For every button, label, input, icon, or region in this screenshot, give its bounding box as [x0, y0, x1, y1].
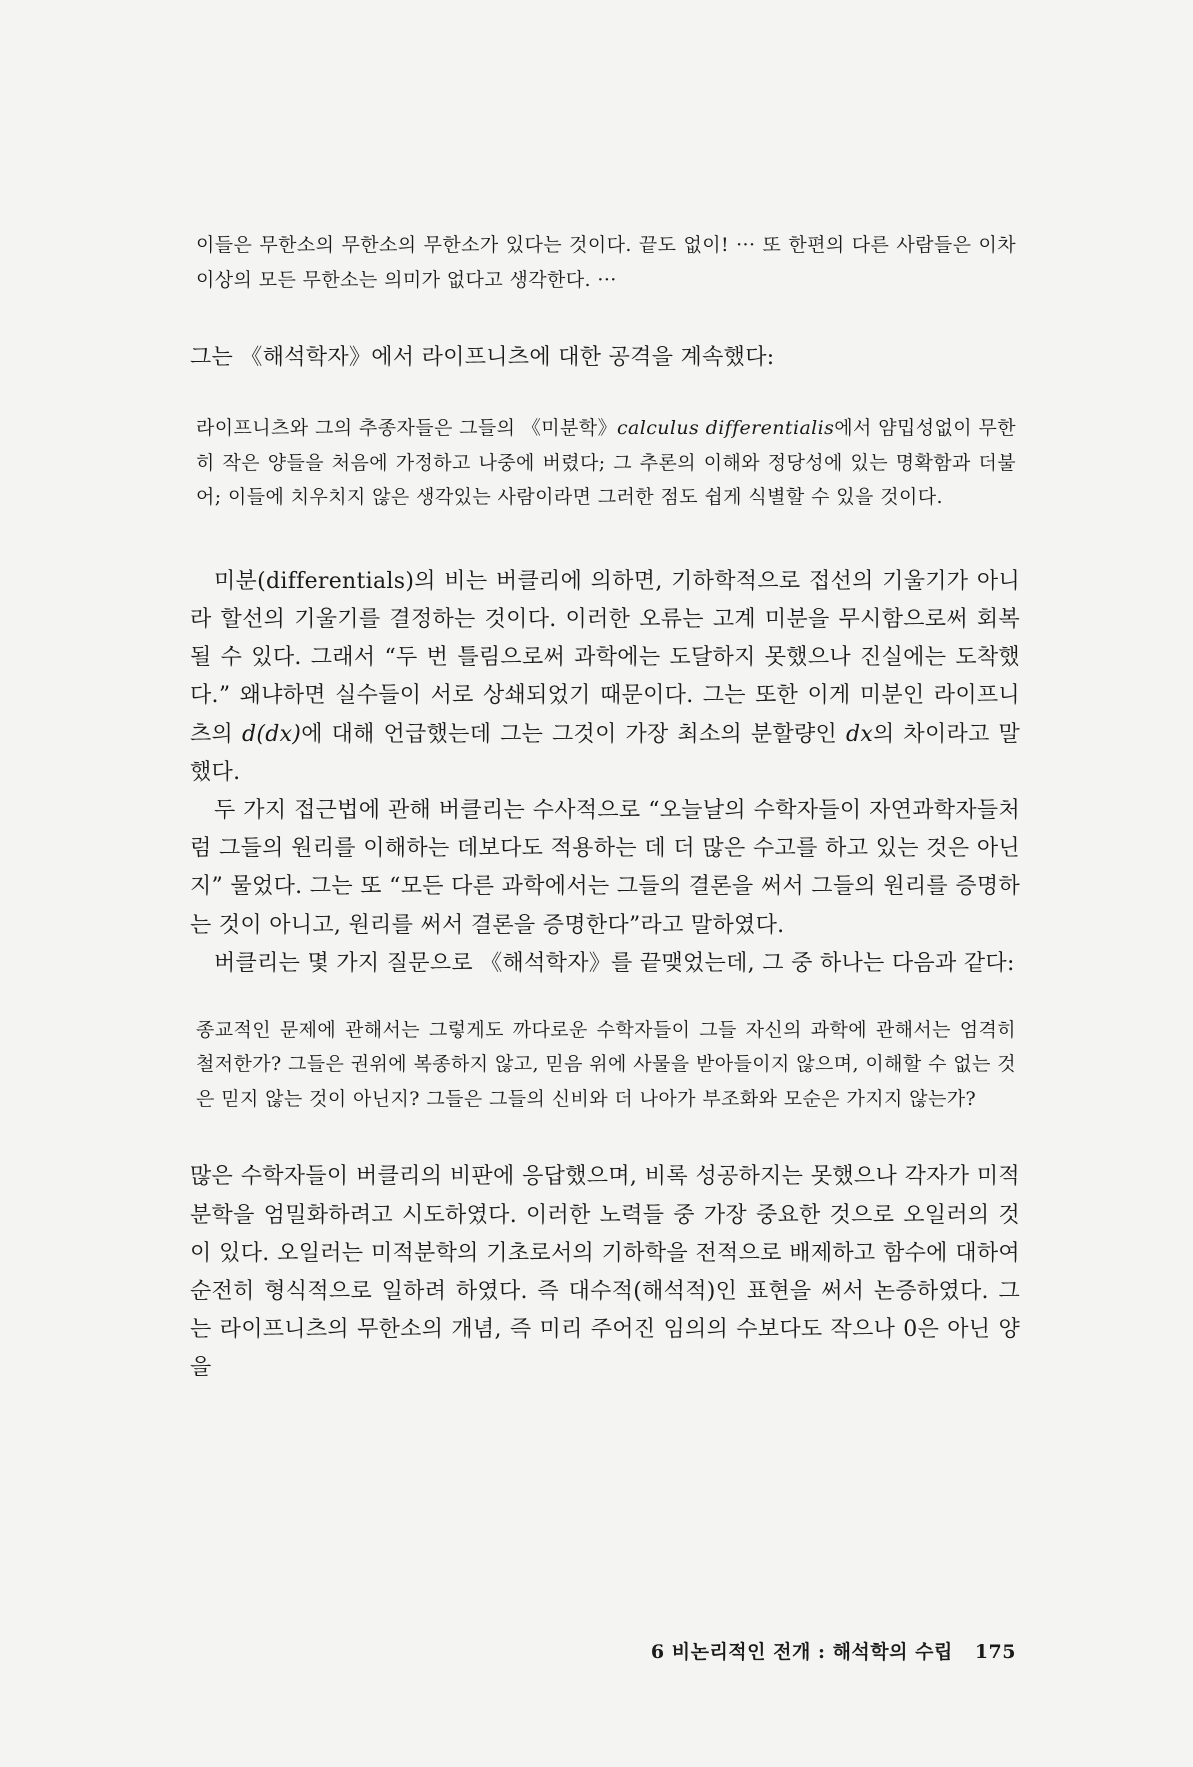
- block-quote-3: [196, 1013, 1016, 1117]
- quote-text-part: 에서 얌밉성없이 무한히 작은 양들을 처음에 가정하고 나중에 버렸다; 그 추론의 이해와 정당성에 있는 명확함과 더불어; 이들에 치우치지 않은 생각있는 사람이라면 그러한 점도 쉽게 식별할 수 있을 것이다.: [196, 417, 1016, 509]
- body-paragraph-1: [190, 563, 1020, 792]
- math-expression: d(dx): [241, 721, 302, 747]
- paragraph-text: 미분(differentials)의 비는 버클리에 의하면, 기하학적으로 접선의 기울기가 아니라 할선의 기울기를 결정하는 것이다. 이러한 오류는 고계 미분을 무시함으로써 회복될 수 있다. 그래서 “두 번 틀림으로써 과학에는 도달하지 못했으나 진실에는 도착했다.” 왜냐하면 실수들이 서로 상쇄되었기 때문이다. 그는 또한 이게 미분인 라이프니츠의: [190, 568, 1020, 747]
- body-paragraph-3: 많은 수학자들이 버클리의 비판에 응답했으며, 비록 성공하지는 못했으나 각자가 미적분학을 엄밀화하려고 시도하였다. 이러한 노력들 중 가장 중요한 것으로 오일러의 것이 있다. 오일러는 미적분학의 기초로서의 기하학을 전적으로 배제하고 함수에 대하여 순전히 형식적으로 일하려 하였다. 즉 대수적(해석적)인 표현을 써서 논증하였다. 그는 라이프니츠의 무한소의 개념, 즉 미리 주어진 임의의 수보다도 작으나 0은 아닌 양을: [190, 1164, 1020, 1381]
- math-expression: dx: [845, 721, 874, 747]
- running-footer-chapter: 6 비논리적인 전개 : 해석학의 수립: [650, 1641, 953, 1663]
- intro-paragraph-1: 그는 《해석학자》에서 라이프니츠에 대한 공격을 계속했다:: [190, 345, 775, 370]
- quote-text-part: 라이프니츠와 그의 추종자들은 그들의 《미분학》: [196, 417, 617, 440]
- paragraph-text: 의 차이라고 말했다.: [190, 721, 1020, 785]
- intro-paragraph-2: 버클리는 몇 가지 질문으로 《해석학자》를 끝맺었는데, 그 중 하나는 다음과 같다:: [214, 950, 1015, 976]
- latin-term: calculus differentialis: [616, 417, 835, 440]
- body-paragraph-2: 두 가지 접근법에 관해 버클리는 수사적으로 “오늘날의 수학자들이 자연과학자들처럼 그들의 원리를 이해하는 데보다도 적용하는 데 더 많은 수고를 하고 있는 것은 아닌지” 물었다. 그는 또 “모든 다른 과학에서는 그들의 결론을 써서 그들의 원리를 증명하는 것이 아니고, 원리를 써서 결론을 증명한다”라고 말하였다.: [190, 797, 1020, 938]
- paragraph-text: 에 대해 언급했는데 그는 그것이 가장 최소의 분할량인: [301, 721, 846, 747]
- page-footer: [556, 1637, 1016, 1664]
- block-quote-1: [196, 228, 1016, 297]
- quote-text: [196, 411, 1016, 515]
- page-content: [190, 228, 1020, 1388]
- quote-text: 이들은 무한소의 무한소의 무한소가 있다는 것이다. 끝도 없이! ··· 또 한편의 다른 사람들은 이차 이상의 모든 무한소는 의미가 없다고 생각한다. ···: [196, 234, 1016, 291]
- block-quote-2: [196, 411, 1016, 515]
- quote-text: 종교적인 문제에 관해서는 그렇게도 까다로운 수학자들이 그들 자신의 과학에 관해서는 엄격히 철저한가? 그들은 권위에 복종하지 않고, 믿음 위에 사물을 받아들이지 않으며, 이해할 수 없는 것은 믿지 않는 것이 아닌지? 그들은 그들의 신비와 더 나아가 부조화와 모순은 가지지 않는가?: [196, 1018, 1016, 1110]
- page-number: 175: [974, 1641, 1016, 1663]
